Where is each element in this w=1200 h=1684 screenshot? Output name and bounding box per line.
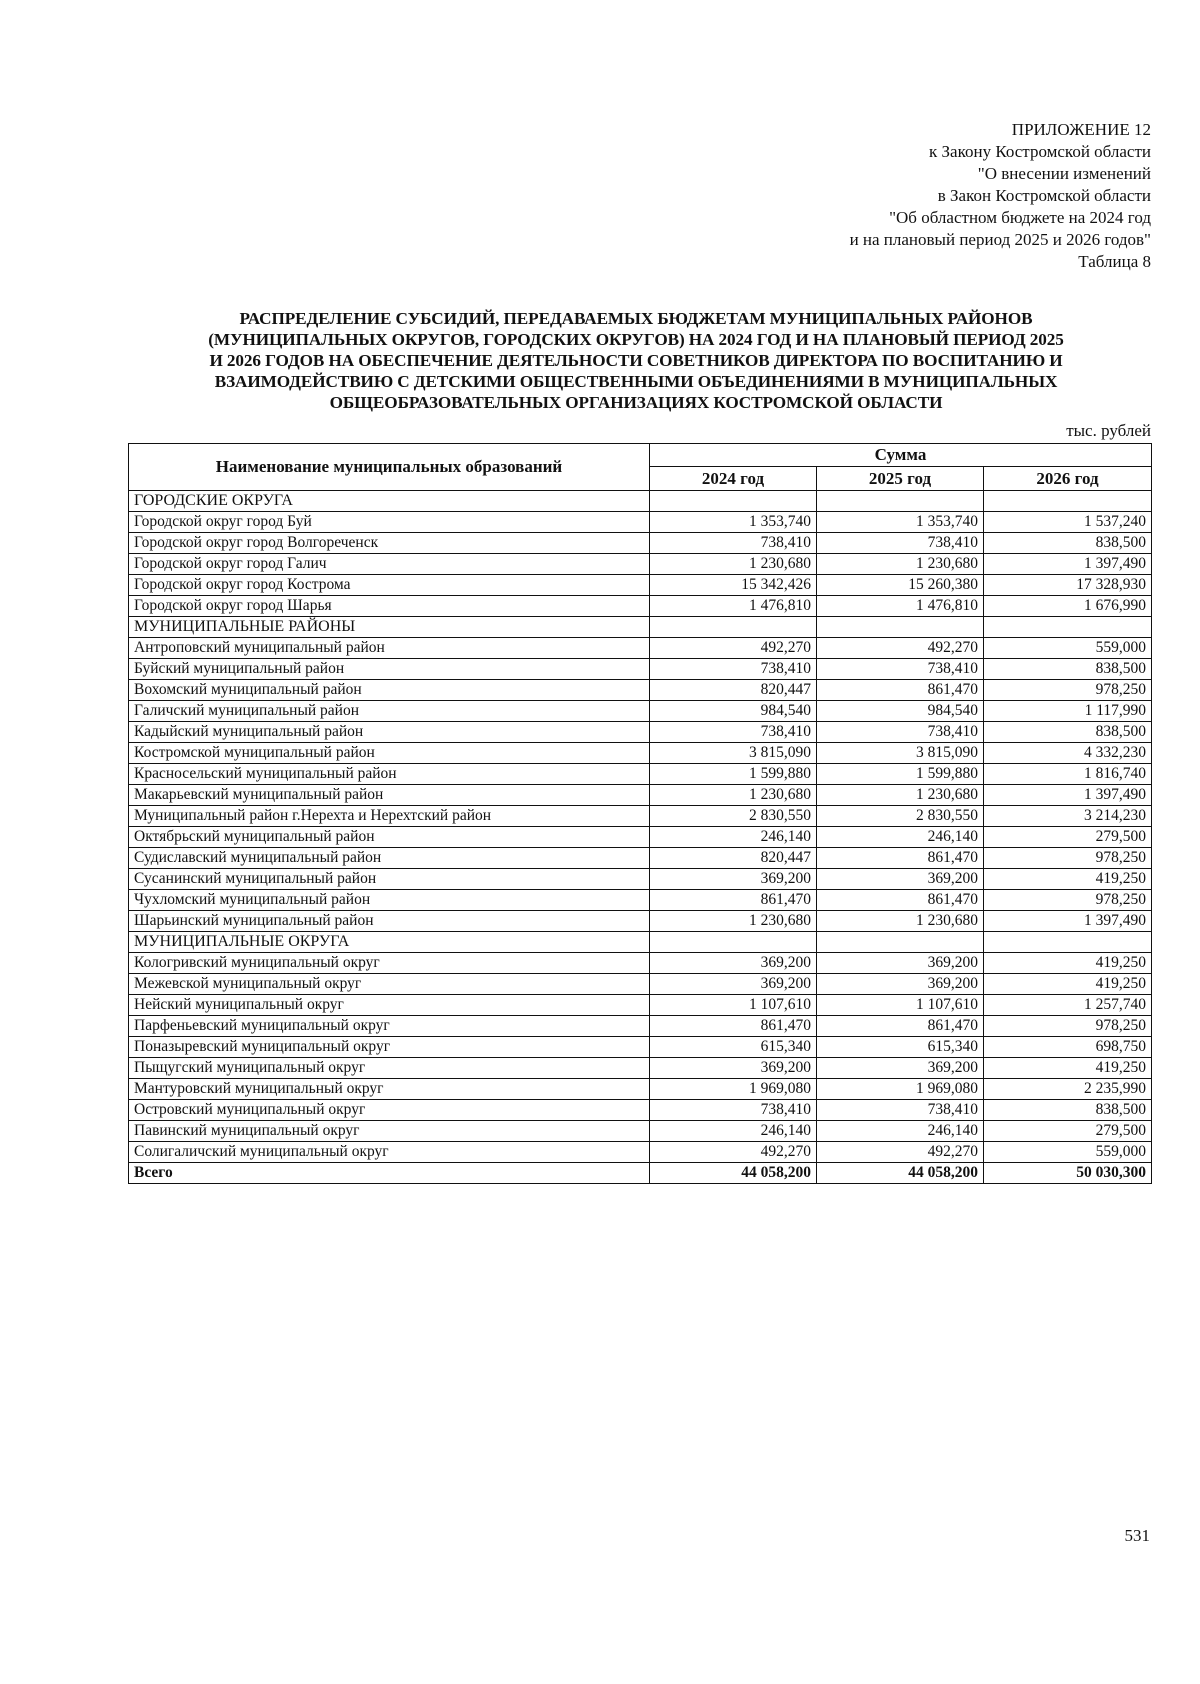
table-row [129,953,1152,974]
municipality-name: Городской округ город Шарья [129,596,650,617]
amount-2026: 698,750 [984,1037,1152,1058]
amount-2025: 1 969,080 [817,1079,984,1100]
amount-2026: 1 537,240 [984,512,1152,533]
section-name: ГОРОДСКИЕ ОКРУГА [129,491,650,512]
amount-2024: 1 969,080 [650,1079,817,1100]
amount-2026 [984,617,1152,638]
table-row [129,1100,1152,1121]
title-line: РАСПРЕДЕЛЕНИЕ СУБСИДИЙ, ПЕРЕДАВАЕМЫХ БЮДЖЕТАМ МУНИЦИПАЛЬНЫХ РАЙОНОВ [239,309,1033,328]
municipality-name: Красносельский муниципальный район [129,764,650,785]
amount-2025: 15 260,380 [817,575,984,596]
amount-2025: 369,200 [817,953,984,974]
amount-2024: 369,200 [650,1058,817,1079]
amount-2026: 838,500 [984,722,1152,743]
municipality-name: Межевской муниципальный округ [129,974,650,995]
municipality-name: Солигаличский муниципальный округ [129,1142,650,1163]
section-row [129,491,1152,512]
table-row [129,512,1152,533]
municipality-name: Костромской муниципальный район [129,743,650,764]
amount-2026: 1 397,490 [984,554,1152,575]
amount-2025: 1 230,680 [817,785,984,806]
amount-2024: 492,270 [650,638,817,659]
table-row [129,785,1152,806]
amount-2025: 492,270 [817,638,984,659]
table-row [129,533,1152,554]
municipality-name: Антроповский муниципальный район [129,638,650,659]
amount-2024: 3 815,090 [650,743,817,764]
title-line: (МУНИЦИПАЛЬНЫХ ОКРУГОВ, ГОРОДСКИХ ОКРУГОВ) НА 2024 ГОД И НА ПЛАНОВЫЙ ПЕРИОД 2025 [208,330,1064,349]
amount-2026: 2 235,990 [984,1079,1152,1100]
municipality-name: Судиславский муниципальный район [129,848,650,869]
amount-2026: 838,500 [984,533,1152,554]
amount-2026: 3 214,230 [984,806,1152,827]
header-line: к Закону Костромской области [929,142,1151,161]
municipality-name: Шарьинский муниципальный район [129,911,650,932]
table-row [129,743,1152,764]
column-header-2026: 2026 год [984,467,1152,491]
column-header-sum: Сумма [650,444,1152,467]
table-row [129,1121,1152,1142]
table-row [129,827,1152,848]
amount-2026: 559,000 [984,638,1152,659]
amount-2024: 1 107,610 [650,995,817,1016]
amount-2024: 1 476,810 [650,596,817,617]
amount-2025: 861,470 [817,680,984,701]
municipality-name: Городской округ город Кострома [129,575,650,596]
table-row [129,1142,1152,1163]
table-row [129,848,1152,869]
header-line: "О внесении изменений [977,164,1151,183]
title-line: И 2026 ГОДОВ НА ОБЕСПЕЧЕНИЕ ДЕЯТЕЛЬНОСТИ СОВЕТНИКОВ ДИРЕКТОРА ПО ВОСПИТАНИЮ И [209,351,1063,370]
amount-2026: 838,500 [984,1100,1152,1121]
subsidy-table [128,443,1152,1184]
total-row [129,1163,1152,1184]
amount-2025: 738,410 [817,659,984,680]
municipality-name: Поназыревский муниципальный округ [129,1037,650,1058]
amount-2024: 738,410 [650,1100,817,1121]
municipality-name: Нейский муниципальный округ [129,995,650,1016]
municipality-name: Сусанинский муниципальный район [129,869,650,890]
amount-2025: 1 599,880 [817,764,984,785]
amount-2025: 738,410 [817,722,984,743]
amount-2024: 738,410 [650,533,817,554]
amount-2024: 738,410 [650,722,817,743]
amount-2025: 615,340 [817,1037,984,1058]
amount-2024: 492,270 [650,1142,817,1163]
table-row [129,1037,1152,1058]
amount-2024: 861,470 [650,890,817,911]
table-row [129,911,1152,932]
column-header-name: Наименование муниципальных образований [129,444,650,491]
municipality-name: Буйский муниципальный район [129,659,650,680]
amount-2026: 4 332,230 [984,743,1152,764]
column-header-2025: 2025 год [817,467,984,491]
amount-2024: 984,540 [650,701,817,722]
table-row [129,659,1152,680]
amount-2024 [650,932,817,953]
amount-2025: 369,200 [817,869,984,890]
amount-2025: 369,200 [817,1058,984,1079]
amount-2026: 978,250 [984,890,1152,911]
amount-2024: 2 830,550 [650,806,817,827]
section-name: МУНИЦИПАЛЬНЫЕ ОКРУГА [129,932,650,953]
amount-2024: 369,200 [650,953,817,974]
table-row [129,806,1152,827]
municipality-name: Городской округ город Буй [129,512,650,533]
amount-2026: 279,500 [984,1121,1152,1142]
table-row [129,701,1152,722]
amount-2024: 738,410 [650,659,817,680]
amount-2025: 2 830,550 [817,806,984,827]
header-line: Таблица 8 [1078,252,1151,271]
amount-2025 [817,491,984,512]
amount-2024: 615,340 [650,1037,817,1058]
amount-2025: 1 230,680 [817,911,984,932]
table-row [129,680,1152,701]
amount-2026: 978,250 [984,680,1152,701]
municipality-name: Павинский муниципальный округ [129,1121,650,1142]
municipality-name: Вохомский муниципальный район [129,680,650,701]
document-header [631,119,1151,273]
amount-2026: 50 030,300 [984,1163,1152,1184]
table-row [129,596,1152,617]
amount-2025 [817,617,984,638]
table-row [129,974,1152,995]
amount-2024: 15 342,426 [650,575,817,596]
units-label: тыс. рублей [1066,421,1151,440]
page-number: 531 [1124,1526,1150,1545]
amount-2026: 1 676,990 [984,596,1152,617]
header-line: "Об областном бюджете на 2024 год [889,208,1151,227]
municipality-name: Муниципальный район г.Нерехта и Нерехтский район [129,806,650,827]
amount-2025: 1 107,610 [817,995,984,1016]
column-header-2024: 2024 год [650,467,817,491]
amount-2026: 838,500 [984,659,1152,680]
table-row [129,1058,1152,1079]
amount-2025 [817,932,984,953]
amount-2024: 369,200 [650,974,817,995]
amount-2025: 738,410 [817,533,984,554]
municipality-name: Парфеньевский муниципальный округ [129,1016,650,1037]
amount-2024 [650,491,817,512]
amount-2024: 1 353,740 [650,512,817,533]
municipality-name: Мантуровский муниципальный округ [129,1079,650,1100]
amount-2025: 738,410 [817,1100,984,1121]
amount-2024: 246,140 [650,1121,817,1142]
header-line: ПРИЛОЖЕНИЕ 12 [1011,120,1151,139]
header-line: и на плановый период 2025 и 2026 годов" [849,230,1151,249]
amount-2024: 44 058,200 [650,1163,817,1184]
amount-2025: 861,470 [817,848,984,869]
section-row [129,932,1152,953]
amount-2025: 246,140 [817,827,984,848]
municipality-name: Макарьевский муниципальный район [129,785,650,806]
amount-2025: 246,140 [817,1121,984,1142]
table-row [129,764,1152,785]
table-row [129,890,1152,911]
municipality-name: Галичский муниципальный район [129,701,650,722]
section-name: МУНИЦИПАЛЬНЫЕ РАЙОНЫ [129,617,650,638]
municipality-name: Чухломский муниципальный район [129,890,650,911]
amount-2024: 1 230,680 [650,554,817,575]
municipality-name: Пыщугский муниципальный округ [129,1058,650,1079]
amount-2026: 559,000 [984,1142,1152,1163]
amount-2024: 369,200 [650,869,817,890]
title-line: ОБЩЕОБРАЗОВАТЕЛЬНЫХ ОРГАНИЗАЦИЯХ КОСТРОМСКОЙ ОБЛАСТИ [329,393,943,412]
amount-2026: 279,500 [984,827,1152,848]
table-row [129,722,1152,743]
amount-2026: 978,250 [984,848,1152,869]
amount-2025: 3 815,090 [817,743,984,764]
table-row [129,1079,1152,1100]
municipality-name: Островский муниципальный округ [129,1100,650,1121]
amount-2024: 820,447 [650,680,817,701]
total-label: Всего [129,1163,650,1184]
municipality-name: Октябрьский муниципальный район [129,827,650,848]
amount-2024: 246,140 [650,827,817,848]
amount-2024: 1 230,680 [650,911,817,932]
table-body [129,491,1152,1184]
amount-2026: 1 397,490 [984,911,1152,932]
amount-2024: 820,447 [650,848,817,869]
amount-2024: 1 230,680 [650,785,817,806]
table-row [129,995,1152,1016]
amount-2024: 1 599,880 [650,764,817,785]
amount-2026: 1 257,740 [984,995,1152,1016]
section-row [129,617,1152,638]
amount-2026: 419,250 [984,974,1152,995]
municipality-name: Кологривский муниципальный округ [129,953,650,974]
amount-2025: 984,540 [817,701,984,722]
municipality-name: Городской округ город Галич [129,554,650,575]
amount-2025: 44 058,200 [817,1163,984,1184]
table-row [129,638,1152,659]
amount-2025: 1 230,680 [817,554,984,575]
amount-2026 [984,491,1152,512]
amount-2026: 17 328,930 [984,575,1152,596]
amount-2025: 492,270 [817,1142,984,1163]
amount-2026: 419,250 [984,953,1152,974]
amount-2026: 978,250 [984,1016,1152,1037]
table-row [129,869,1152,890]
amount-2026: 1 117,990 [984,701,1152,722]
document-title [120,308,1152,413]
header-line: в Закон Костромской области [937,186,1151,205]
amount-2026: 419,250 [984,1058,1152,1079]
amount-2025: 861,470 [817,1016,984,1037]
amount-2026 [984,932,1152,953]
amount-2026: 419,250 [984,869,1152,890]
amount-2025: 1 353,740 [817,512,984,533]
municipality-name: Кадыйский муниципальный район [129,722,650,743]
table-row [129,1016,1152,1037]
amount-2024: 861,470 [650,1016,817,1037]
table-row [129,554,1152,575]
municipality-name: Городской округ город Волгореченск [129,533,650,554]
amount-2025: 369,200 [817,974,984,995]
amount-2025: 861,470 [817,890,984,911]
title-line: ВЗАИМОДЕЙСТВИЮ С ДЕТСКИМИ ОБЩЕСТВЕННЫМИ ОБЪЕДИНЕНИЯМИ В МУНИЦИПАЛЬНЫХ [214,372,1058,391]
amount-2026: 1 816,740 [984,764,1152,785]
table-row [129,575,1152,596]
amount-2024 [650,617,817,638]
amount-2025: 1 476,810 [817,596,984,617]
amount-2026: 1 397,490 [984,785,1152,806]
